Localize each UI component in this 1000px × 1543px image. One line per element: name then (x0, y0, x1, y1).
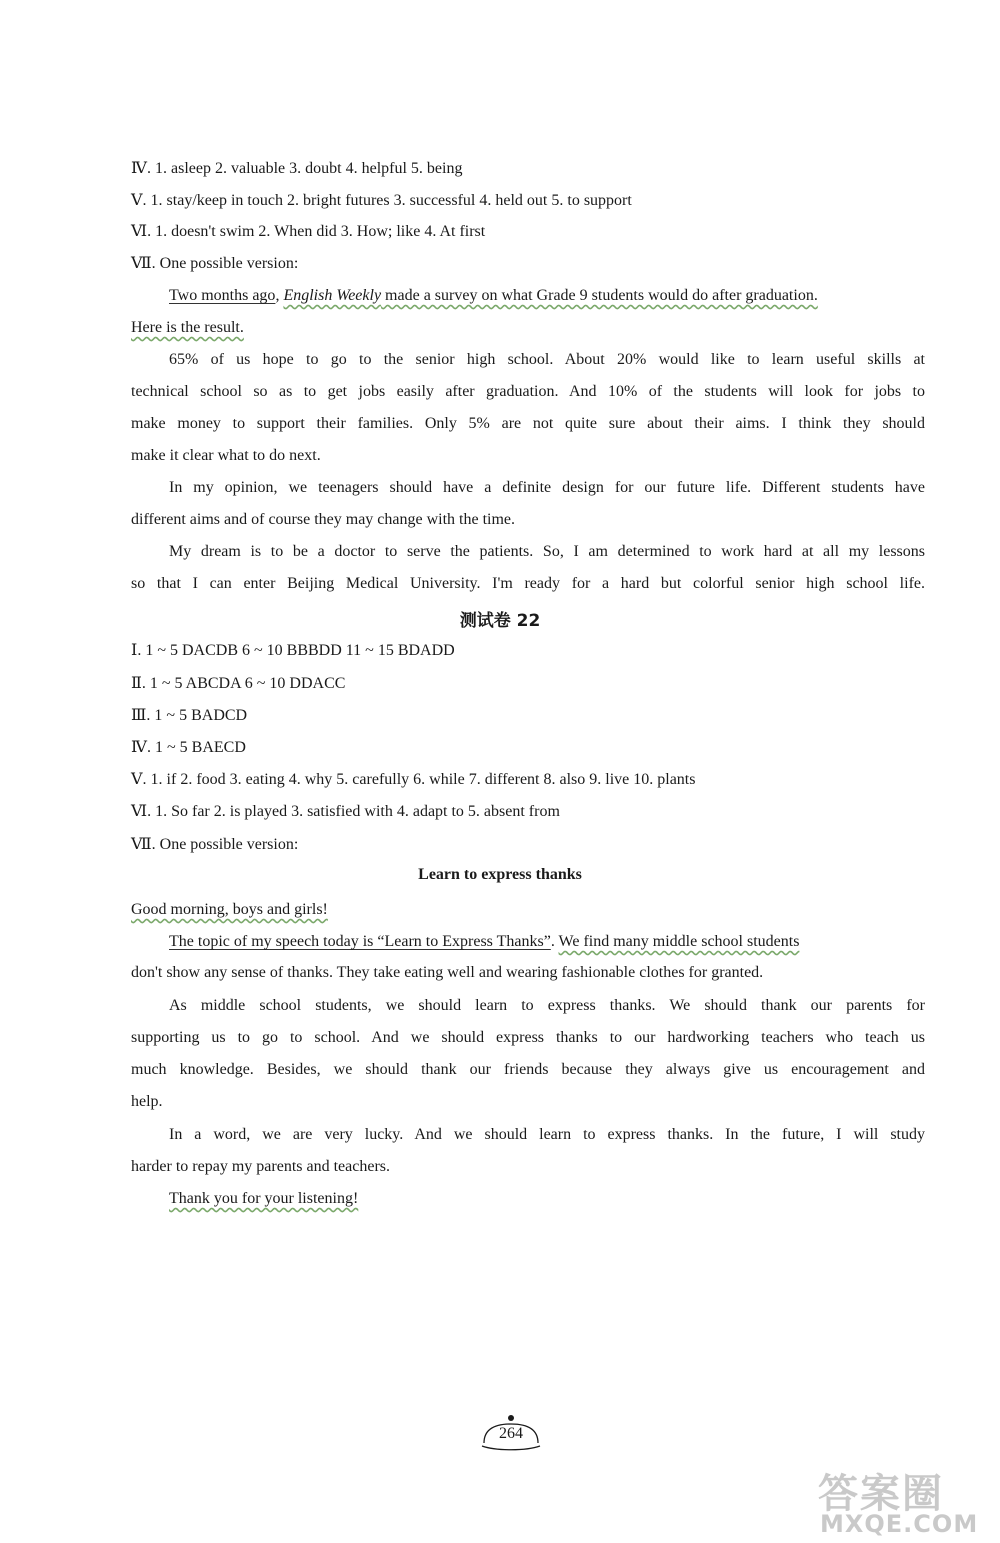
speech-paragraph-2-line-4: help. (131, 1093, 163, 1110)
essay-paragraph-2-line-2: technical school so as to get jobs easily after graduation. And 10% of the students will look for jobs to (131, 383, 925, 400)
essay-paragraph-3-line-2: different aims and of course they may change with the time. (131, 511, 516, 528)
publication-title: English Weekly (283, 287, 382, 304)
test22-section-iii: Ⅲ. 1 ~ 5 BADCD (131, 707, 248, 724)
essay-paragraph-1-line-2 (131, 318, 931, 338)
essay-paragraph-4-line-1: My dream is to be a doctor to serve the patients. So, I am determined to work hard at all my lessons (169, 543, 925, 560)
speech-paragraph-2-line-2: supporting us to go to school. And we should express thanks to our hardworking teachers who teach us (131, 1029, 925, 1046)
essay-paragraph-2-line-4: make it clear what to do next. (131, 447, 321, 464)
essay-paragraph-4-line-2: so that I can enter Beijing Medical University. I'm ready for a hard but colorful senior high school life. (131, 575, 925, 592)
test22-section-vii: Ⅶ. One possible version: (131, 836, 299, 853)
underlined-sentence: The topic of my speech today is “Learn to Express Thanks” (169, 933, 551, 950)
speech-closing: Thank you for your listening! (169, 1190, 359, 1207)
speech-title: Learn to express thanks (418, 866, 582, 883)
essay-paragraph-1-line-1: Two months ago, English Weekly made a survey on what Grade 9 students would do after graduation. (169, 287, 818, 304)
speech-paragraph-2-line-3: much knowledge. Besides, we should thank our friends because they always give us encouragement and (131, 1061, 925, 1078)
test22-section-ii: Ⅱ. 1 ~ 5 ABCDA 6 ~ 10 DDACC (131, 675, 346, 692)
test22-section-iv: Ⅳ. 1 ~ 5 BAECD (131, 739, 246, 756)
test22-section-v: Ⅴ. 1. if 2. food 3. eating 4. why 5. carefully 6. while 7. different 8. also 9. live 10. plants (131, 771, 696, 788)
answer-section-vi: Ⅵ. 1. doesn't swim 2. When did 3. How; like 4. At first (131, 223, 486, 240)
underlined-sentence: English Weekly made a survey on what Grade 9 students would do after graduation. (283, 287, 818, 304)
speech-paragraph-2-line-1: As middle school students, we should learn to express thanks. We should thank our parents for (169, 997, 925, 1014)
essay-paragraph-2-line-1: 65% of us hope to go to the senior high school. About 20% would like to learn useful skills at (169, 351, 925, 368)
answer-section-vii: Ⅶ. One possible version: (131, 255, 299, 272)
speech-greeting: Good morning, boys and girls! (131, 901, 328, 918)
speech-paragraph-3-line-2: harder to repay my parents and teachers. (131, 1158, 390, 1175)
answer-section-iv: Ⅳ. 1. asleep 2. valuable 3. doubt 4. helpful 5. being (131, 160, 463, 177)
test-title: 测试卷 22 (459, 611, 541, 631)
watermark-logo: 答案圈 MXQE.COM (818, 1471, 979, 1538)
underlined-phrase: Two months ago (169, 287, 276, 304)
speech-paragraph-1-line-2: don't show any sense of thanks. They take eating well and wearing fashionable clothes for granted. (131, 964, 764, 981)
underlined-sentence: Here is the result. (131, 319, 244, 336)
test22-section-i: Ⅰ. 1 ~ 5 DACDB 6 ~ 10 BBBDD 11 ~ 15 BDADD (131, 642, 455, 659)
answer-section-v: Ⅴ. 1. stay/keep in touch 2. bright futures 3. successful 4. held out 5. to support (131, 192, 632, 209)
essay-paragraph-3-line-1: In my opinion, we teenagers should have a definite design for our future life. Different students have (169, 479, 925, 496)
underlined-sentence: We find many middle school students (558, 933, 800, 950)
page-number: 264 (478, 1413, 544, 1453)
speech-paragraph-3-line-1: In a word, we are very lucky. And we should learn to express thanks. In the future, I will study (169, 1126, 925, 1143)
essay-paragraph-2-line-3: make money to support their families. Only 5% are not quite sure about their aims. I think they should (131, 415, 925, 432)
test22-section-vi: Ⅵ. 1. So far 2. is played 3. satisfied with 4. adapt to 5. absent from (131, 803, 560, 820)
speech-paragraph-1-line-1: The topic of my speech today is “Learn to Express Thanks”. We find many middle school students (169, 933, 800, 950)
